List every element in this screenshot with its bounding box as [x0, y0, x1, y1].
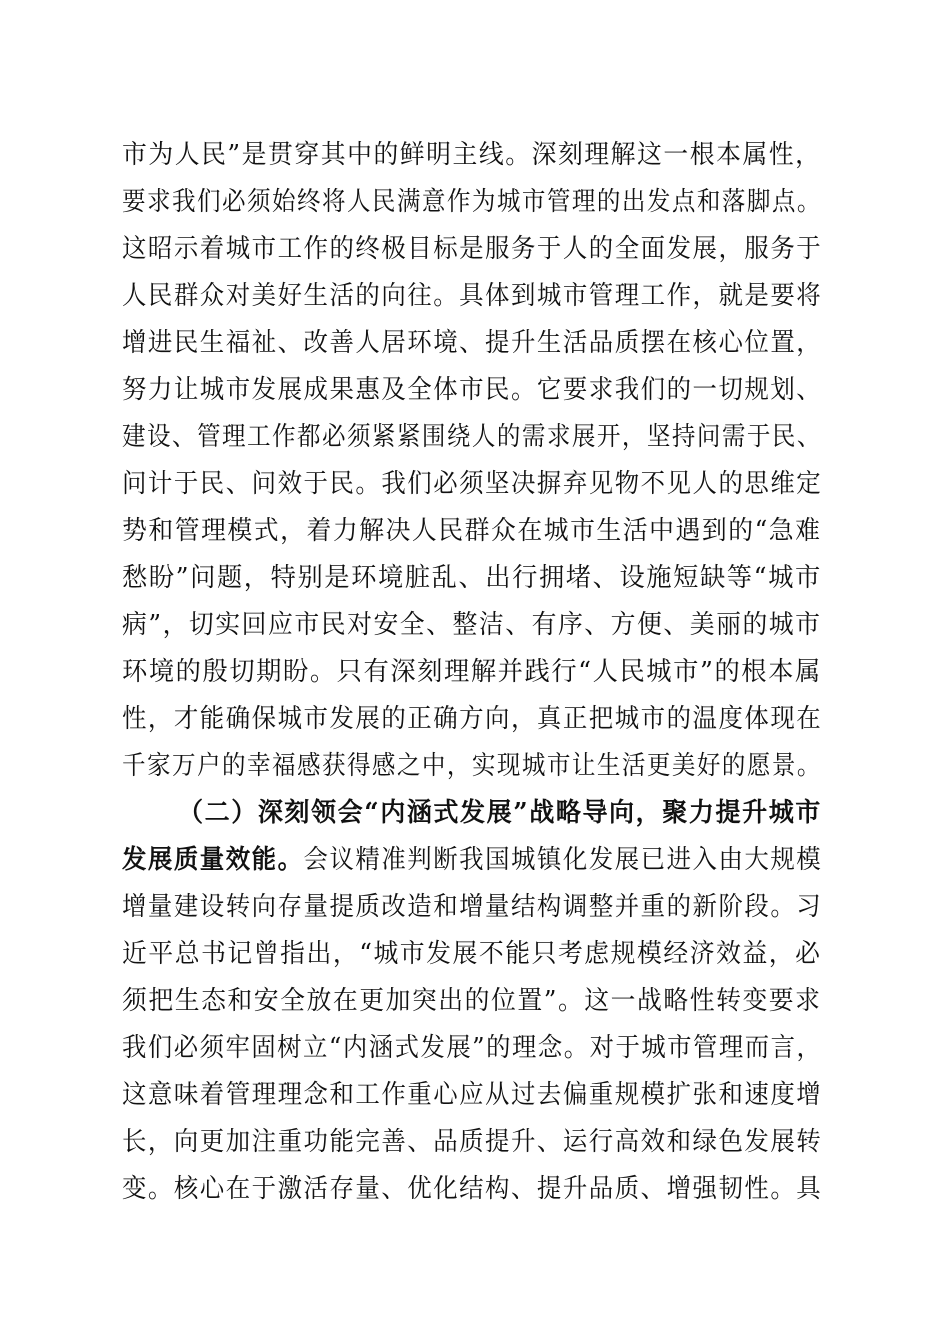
paragraph-line: 近平总书记曾指出，“城市发展不能只考虑规模经济效益，必 — [122, 939, 822, 969]
paragraph-line: 问计于民、问效于民。我们必须坚决摒弃见物不见人的思维定 — [122, 469, 823, 499]
paragraph-line: 环境的殷切期盼。只有深刻理解并践行“人民城市”的根本属 — [122, 657, 822, 687]
paragraph-line: 努力让城市发展成果惠及全体市民。它要求我们的一切规划、 — [122, 375, 823, 405]
paragraph-line: 增量建设转向存量提质改造和增量结构调整并重的新阶段。习 — [122, 892, 823, 922]
paragraph-line: 增进民生福祉、改善人居环境、提升生活品质摆在核心位置， — [122, 328, 823, 358]
heading-continuation-line — [122, 847, 822, 873]
paragraph-line: 性，才能确保城市发展的正确方向，真正把城市的温度体现在 — [122, 704, 823, 734]
paragraph-line: 病”，切实回应市民对安全、整洁、有序、方便、美丽的城市 — [122, 610, 822, 640]
paragraph-line: 人民群众对美好生活的向往。具体到城市管理工作，就是要将 — [122, 281, 823, 311]
paragraph-line: 我们必须牢固树立“内涵式发展”的理念。对于城市管理而言， — [122, 1033, 823, 1063]
paragraph-line: 这意味着管理理念和工作重心应从过去偏重规模扩张和速度增 — [122, 1080, 823, 1110]
paragraph-line: 千家万户的幸福感获得感之中，实现城市让生活更美好的愿景。 — [122, 751, 822, 781]
paragraph-line: 建设、管理工作都必须紧紧围绕人的需求展开，坚持问需于民、 — [122, 422, 822, 452]
section-heading-end: 发展质量效能。 — [122, 845, 304, 875]
paragraph-line: 要求我们必须始终将人民满意作为城市管理的出发点和落脚点。 — [122, 187, 822, 217]
paragraph-line: 市为人民”是贯穿其中的鲜明主线。深刻理解这一根本属性， — [122, 140, 822, 170]
paragraph-line: 变。核心在于激活存量、优化结构、提升品质、增强韧性。具 — [122, 1174, 823, 1204]
paragraph-line: 这昭示着城市工作的终极目标是服务于人的全面发展，服务于 — [122, 234, 823, 264]
paragraph-text: 会议精准判断我国城镇化发展已进入由大规模 — [303, 845, 823, 875]
section-heading: （二）深刻领会“内涵式发展”战略导向，聚力提升城市 — [178, 798, 822, 828]
paragraph-line: 势和管理模式，着力解决人民群众在城市生活中遇到的“急难 — [122, 516, 822, 546]
paragraph-line: 愁盼”问题，特别是环境脏乱、出行拥堵、设施短缺等“城市 — [122, 563, 822, 593]
paragraph-line: 长，向更加注重功能完善、品质提升、运行高效和绿色发展转 — [122, 1127, 823, 1157]
paragraph-line: 须把生态和安全放在更加突出的位置”。这一战略性转变要求 — [122, 986, 822, 1016]
